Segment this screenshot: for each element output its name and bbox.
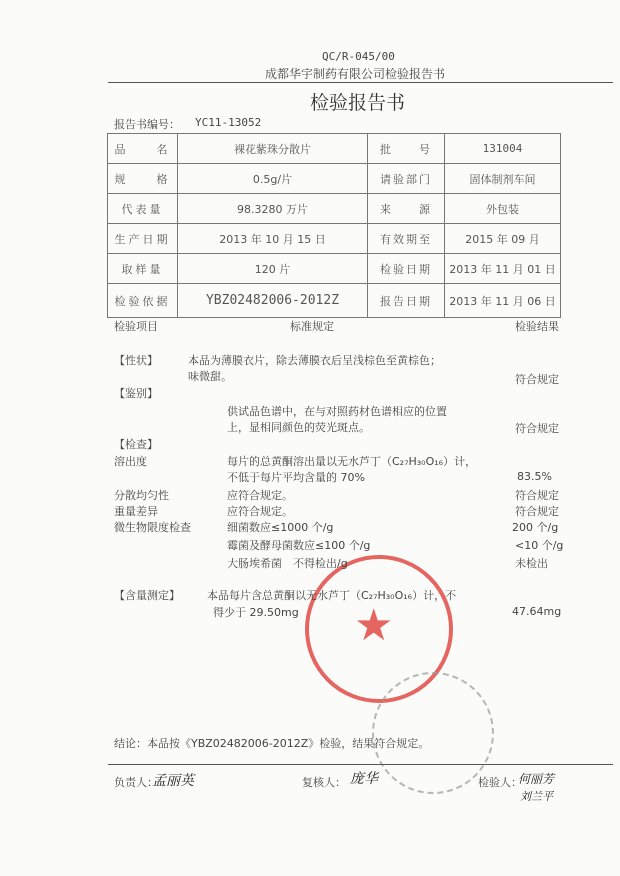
- standard-text: 本品每片含总黄酮以无水芦丁（C₂₇H₃₀O₁₆）计，不: [207, 589, 457, 602]
- result: <10 个/g: [515, 539, 564, 552]
- info-value: 裸花紫珠分散片: [178, 134, 368, 164]
- info-value: 120 片: [178, 254, 368, 284]
- section-identification: 【鉴别】: [114, 387, 158, 400]
- responsible-label: 负责人：: [114, 776, 158, 789]
- result: 符合规定: [515, 505, 559, 518]
- info-value: 外包装: [445, 194, 561, 224]
- info-row: [108, 194, 561, 224]
- info-label: 检验依据: [108, 284, 178, 318]
- info-value: 2013 年 11 月 06 日: [445, 284, 561, 318]
- standard-text: 供试品色谱中，在与对照药材色谱相应的位置: [227, 405, 447, 418]
- conclusion: 结论：本品按《YBZ02482006-2012Z》检验，结果符合规定。: [114, 737, 430, 750]
- company-title: 成都华宇制药有限公司检验报告书: [265, 67, 446, 81]
- standard-text: 每片的总黄酮溶出量以无水芦丁（C₂₇H₃₀O₁₆）计，: [227, 455, 477, 468]
- standard-text: 不低于每片平均含量的 70%: [227, 471, 365, 484]
- info-label: 取样量: [108, 254, 178, 284]
- red-seal: ★: [305, 555, 453, 703]
- report-no: YC11-13052: [195, 116, 262, 129]
- responsible-signature: 孟丽英: [152, 773, 194, 789]
- info-label: 有效期至: [368, 224, 445, 254]
- page-title: 检验报告书: [310, 92, 406, 114]
- gray-seal: [372, 672, 494, 794]
- standard-text: 得少于 29.50mg: [213, 606, 299, 619]
- check-item: 微生物限度检查: [114, 521, 191, 534]
- info-row: [108, 284, 561, 318]
- info-label: 检验日期: [368, 254, 445, 284]
- standard-text: 应符合规定。: [227, 489, 293, 502]
- inspector2-signature: 刘兰平: [520, 790, 553, 803]
- result: 符合规定: [515, 422, 559, 435]
- info-label: 规 格: [108, 164, 178, 194]
- reviewer-signature: 庞华: [350, 771, 378, 787]
- col-item: 检验项目: [114, 320, 158, 333]
- result: 未检出: [515, 557, 548, 570]
- info-label: 批 号: [368, 134, 445, 164]
- inspector-signature: 何丽芳: [518, 772, 555, 786]
- info-label: 报告日期: [368, 284, 445, 318]
- inspector-label: 检验人：: [478, 776, 522, 789]
- info-value: 2013 年 11 月 01 日: [445, 254, 561, 284]
- info-row: [108, 224, 561, 254]
- standard-text: 本品为薄膜衣片，除去薄膜衣后呈浅棕色至黄棕色；: [188, 354, 441, 367]
- info-row: [108, 254, 561, 284]
- info-label: 请验部门: [368, 164, 445, 194]
- info-row: [108, 134, 561, 164]
- standard-text: 细菌数应≤1000 个/g: [227, 521, 334, 534]
- info-label: 来 源: [368, 194, 445, 224]
- info-label: 生产日期: [108, 224, 178, 254]
- standard-text: 味微甜。: [188, 370, 232, 383]
- info-row: [108, 164, 561, 194]
- info-value: 2015 年 09 月: [445, 224, 561, 254]
- result: 符合规定: [515, 489, 559, 502]
- info-value: 131004: [445, 134, 561, 164]
- result: 47.64mg: [512, 605, 562, 618]
- doc-code: QC/R-045/00: [322, 50, 395, 63]
- info-value: 2013 年 10 月 15 日: [178, 224, 368, 254]
- info-table: [107, 133, 561, 318]
- info-value: 98.3280 万片: [178, 194, 368, 224]
- standard-text: 霉菌及酵母菌数应≤100 个/g: [227, 539, 371, 552]
- standard-text: 应符合规定。: [227, 505, 293, 518]
- section-assay: 【含量测定】: [114, 589, 180, 602]
- header-rule: [108, 82, 613, 83]
- section-appearance: 【性状】: [114, 354, 158, 367]
- check-item: 重量差异: [114, 505, 158, 518]
- info-value: YBZ02482006-2012Z: [178, 284, 368, 318]
- report-no-label: 报告书编号：: [114, 118, 180, 131]
- reviewer-label: 复核人：: [302, 776, 346, 789]
- result: 符合规定: [515, 373, 559, 386]
- info-label: 品 名: [108, 134, 178, 164]
- standard-text: 上，显相同颜色的荧光斑点。: [227, 421, 370, 434]
- standard-text: 大肠埃希菌 不得检出/g: [227, 557, 348, 570]
- result: 83.5%: [517, 470, 552, 483]
- result: 200 个/g: [512, 521, 559, 534]
- check-item: 分散均匀性: [114, 489, 169, 502]
- check-item: 溶出度: [114, 455, 147, 468]
- info-value: 固体制剂车间: [445, 164, 561, 194]
- info-value: 0.5g/片: [178, 164, 368, 194]
- col-standard: 标准规定: [290, 320, 334, 333]
- info-label: 代表量: [108, 194, 178, 224]
- footer-rule: [108, 764, 613, 765]
- section-checks: 【检查】: [114, 438, 158, 451]
- col-result: 检验结果: [515, 320, 559, 333]
